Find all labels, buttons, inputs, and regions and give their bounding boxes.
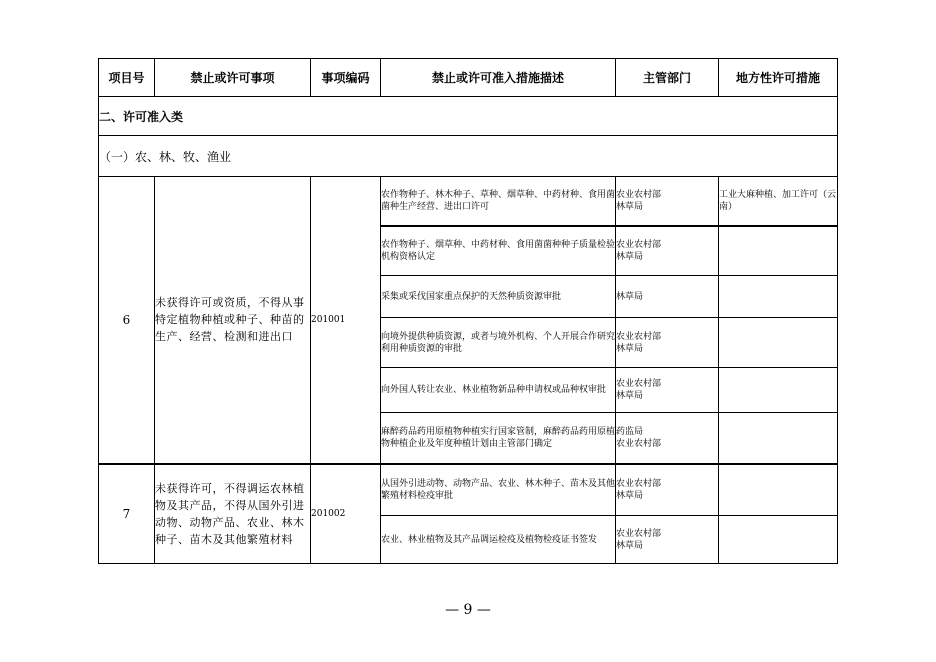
section-row — [99, 97, 838, 136]
measure-description: 从国外引进动物、动物产品、农业、林木种子、苗木及其他繁殖材料检疫审批 — [381, 464, 616, 516]
measure-local: 工业大麻种植、加工许可（云南） — [719, 177, 838, 226]
header-description: 禁止或许可准入措施描述 — [381, 59, 616, 97]
subsection-row — [99, 136, 838, 177]
measure-description: 采集或采伐国家重点保护的天然种质资源审批 — [381, 276, 616, 318]
item-code: 201002 — [311, 464, 381, 564]
measure-description: 农作物种子、林木种子、草种、烟草种、中药材种、食用菌菌种生产经营、进出口许可 — [381, 177, 616, 226]
item-matter: 未获得许可或资质，不得从事特定植物种植或种子、种苗的生产、经营、检测和进出口 — [155, 177, 311, 464]
permit-table — [98, 58, 838, 564]
table-row — [99, 464, 838, 516]
measure-department: 农业农村部 林草局 — [616, 177, 719, 226]
measure-local — [719, 368, 838, 413]
measure-department: 农业农村部 林草局 — [616, 368, 719, 413]
measure-local — [719, 516, 838, 564]
item-code: 201001 — [311, 177, 381, 464]
measure-department: 农业农村部 林草局 — [616, 464, 719, 516]
header-department: 主管部门 — [616, 59, 719, 97]
measure-description: 农业、林业植物及其产品调运检疫及植物检疫证书签发 — [381, 516, 616, 564]
table-row — [99, 177, 838, 226]
header-local-measures: 地方性许可措施 — [719, 59, 838, 97]
measure-department: 农业农村部 林草局 — [616, 318, 719, 368]
measure-description: 农作物种子、烟草种、中药材种、食用菌菌种种子质量检验机构资格认定 — [381, 226, 616, 276]
measure-description: 向外国人转让农业、林业植物新品种申请权或品种权审批 — [381, 368, 616, 413]
item-number: 6 — [99, 177, 155, 464]
item-number: 7 — [99, 464, 155, 564]
header-code: 事项编码 — [311, 59, 381, 97]
measure-local — [719, 413, 838, 464]
measure-local — [719, 276, 838, 318]
measure-local — [719, 226, 838, 276]
header-row — [99, 59, 838, 97]
section-title: 二、许可准入类 — [99, 97, 838, 136]
measure-local — [719, 464, 838, 516]
measure-department: 药监局 农业农村部 — [616, 413, 719, 464]
item-matter: 未获得许可，不得调运农林植物及其产品，不得从国外引进动物、动物产品、农业、林木种子、苗木及其他繁殖材料 — [155, 464, 311, 564]
measure-description: 向境外提供种质资源，或者与境外机构、个人开展合作研究利用种质资源的审批 — [381, 318, 616, 368]
measure-department: 林草局 — [616, 276, 719, 318]
subsection-title: （一）农、林、牧、渔业 — [99, 136, 838, 177]
measure-department: 农业农村部 林草局 — [616, 516, 719, 564]
header-project-number: 项目号 — [99, 59, 155, 97]
page-number: — 9 — — [445, 602, 491, 618]
measure-local — [719, 318, 838, 368]
measure-department: 农业农村部 林草局 — [616, 226, 719, 276]
header-matter: 禁止或许可事项 — [155, 59, 311, 97]
measure-description: 麻醉药品药用原植物种植实行国家管制，麻醉药品药用原植物种植企业及年度种植计划由主管部门确定 — [381, 413, 616, 464]
